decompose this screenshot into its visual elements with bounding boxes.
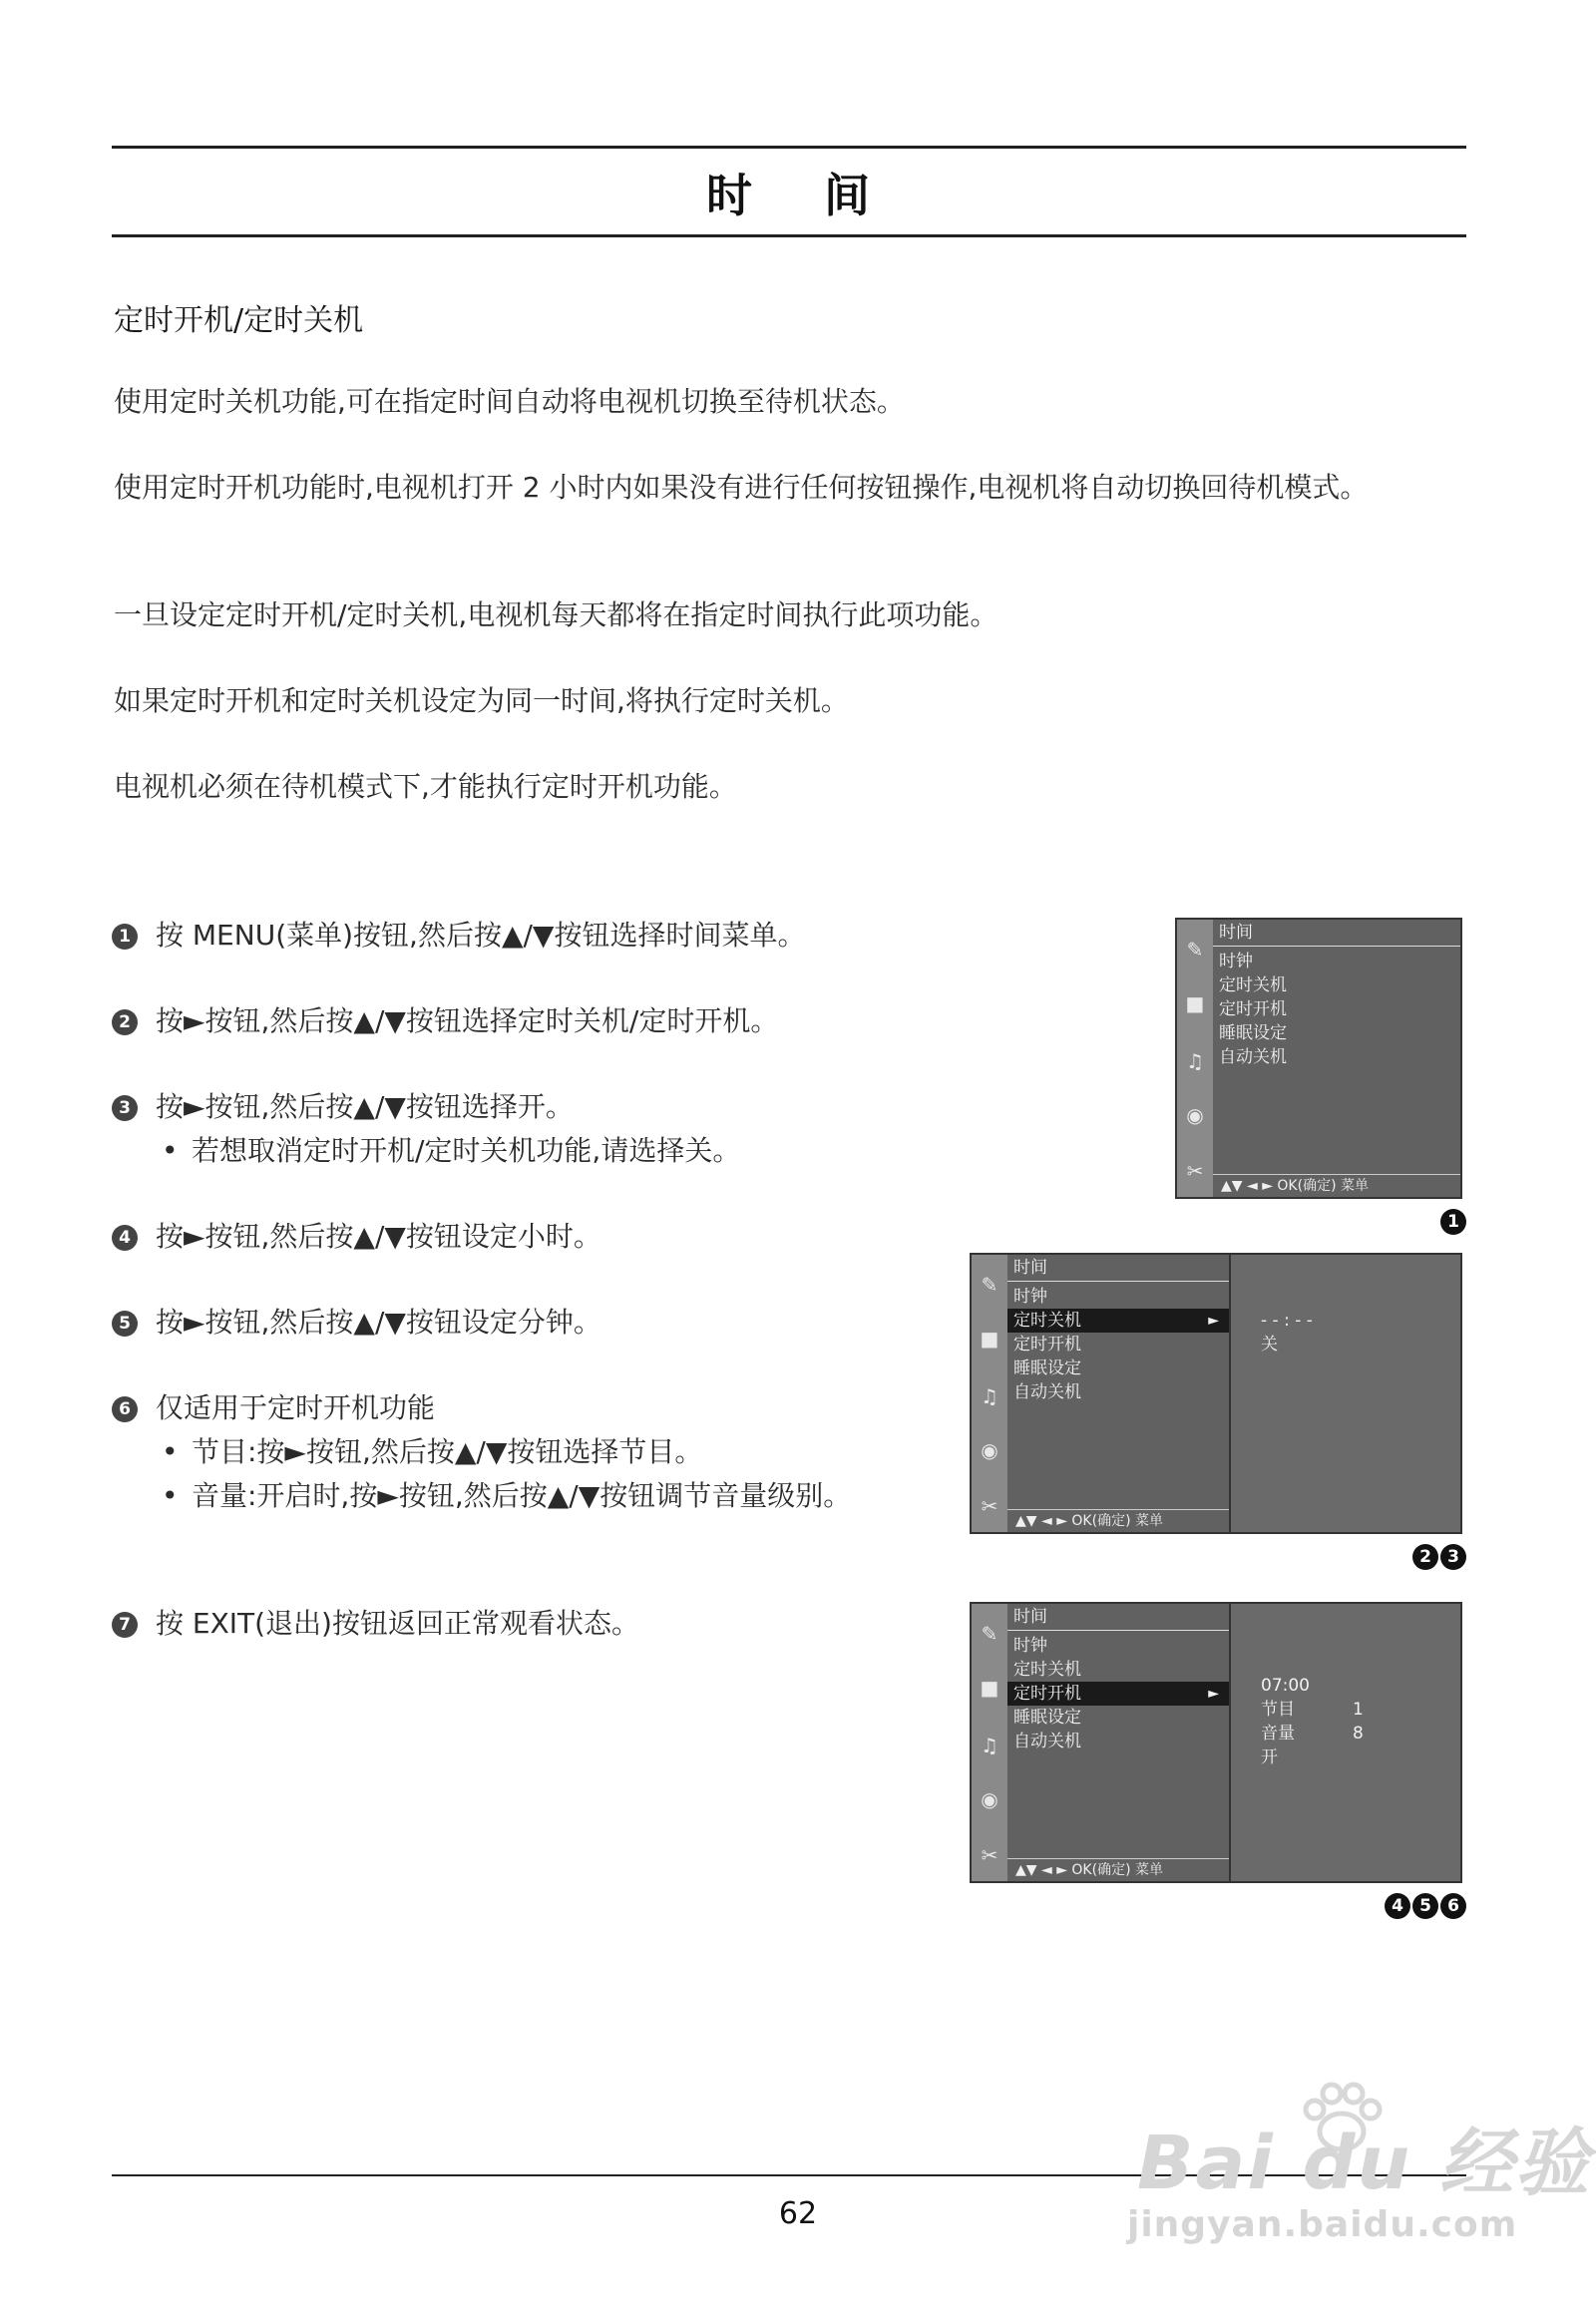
paragraph: 使用定时开机功能时,电视机打开 2 小时内如果没有进行任何按钮操作,电视机将自动切换回待机模式。 (114, 471, 1369, 504)
arrow-right-icon: ► (1208, 1313, 1219, 1329)
osd-menu (1007, 1604, 1231, 1881)
osd-menu-title: 时间 (1213, 920, 1460, 947)
step-text: 按►按钮,然后按▲/▼按钮选择开。 (156, 1090, 574, 1123)
picture-icon: ■ (1185, 991, 1205, 1015)
osd-menu-item: 时钟 (1219, 952, 1253, 971)
step-text: 按 EXIT(退出)按钮返回正常观看状态。 (156, 1607, 639, 1640)
step-number: 6 (112, 1396, 138, 1422)
step-number: 2 (112, 1009, 138, 1035)
osd-menu-item-selected: 定时关机 ► (1007, 1309, 1229, 1333)
step-number: 5 (112, 1311, 138, 1337)
osd-icon-column (972, 1255, 1009, 1532)
paragraph: 电视机必须在待机模式下,才能执行定时开机功能。 (114, 770, 737, 803)
section-heading: 定时开机/定时关机 (114, 303, 364, 338)
osd-menu-item: 睡眠设定 (1219, 1023, 1287, 1043)
arrow-right-icon: ► (1208, 1686, 1219, 1702)
osd-menu-item: 时钟 (1013, 1636, 1047, 1656)
caption-screen-1 (1438, 1209, 1466, 1235)
osd-time-value: - - : - - (1261, 1311, 1313, 1331)
step-text: 按 MENU(菜单)按钮,然后按▲/▼按钮选择时间菜单。 (156, 919, 806, 952)
picture-icon: ■ (980, 1327, 999, 1351)
osd-menu-item: 定时开机 (1013, 1335, 1081, 1355)
step-4 (112, 1215, 930, 1259)
clock-icon: ◉ (981, 1438, 998, 1462)
step-5 (112, 1301, 930, 1345)
step-text: 按►按钮,然后按▲/▼按钮选择定时关机/定时开机。 (156, 1004, 779, 1037)
satellite-icon: ✎ (981, 1273, 998, 1297)
audio-icon: ♫ (1186, 1049, 1204, 1073)
clock-icon: ◉ (981, 1787, 998, 1811)
osd-state-value: 开 (1261, 1747, 1278, 1767)
osd-volume-value: 音量 8 (1261, 1724, 1364, 1743)
osd-menu (1007, 1255, 1231, 1532)
caption-screen-2 (1410, 1544, 1466, 1570)
osd-menu-item: 自动关机 (1219, 1047, 1287, 1067)
osd-icon-column (1177, 920, 1215, 1197)
step-2 (112, 999, 930, 1043)
osd-state-value: 关 (1261, 1335, 1278, 1355)
step-bullet: • 音量:开启时,按►按钮,然后按▲/▼按钮调节音量级别。 (112, 1474, 930, 1518)
osd-menu-item: 自动关机 (1013, 1382, 1081, 1402)
osd-menu-item: 定时关机 (1219, 975, 1287, 995)
caption-number: 6 (1440, 1893, 1466, 1919)
tools-icon: ✂ (1186, 1159, 1204, 1183)
caption-number: 3 (1440, 1544, 1466, 1570)
tools-icon: ✂ (981, 1843, 998, 1867)
bullet-dot: • (162, 1134, 179, 1167)
caption-number: 1 (1440, 1209, 1466, 1235)
bullet-dot: • (162, 1479, 179, 1512)
audio-icon: ♫ (981, 1734, 998, 1757)
page-title: 时 间 (706, 169, 872, 222)
osd-menu-item: 睡眠设定 (1013, 1358, 1081, 1378)
step-number: 1 (112, 924, 138, 950)
page-number: 62 (778, 2196, 818, 2231)
satellite-icon: ✎ (981, 1622, 998, 1646)
osd-screen-timer-off (970, 1253, 1462, 1534)
satellite-icon: ✎ (1186, 938, 1204, 962)
tools-icon: ✂ (981, 1494, 998, 1518)
osd-icon-column (972, 1604, 1009, 1881)
audio-icon: ♫ (981, 1384, 998, 1408)
caption-number: 2 (1412, 1544, 1438, 1570)
watermark-logo: Bai du 经验 (1137, 2121, 1591, 2206)
osd-submenu (1231, 1604, 1460, 1881)
step-text: 按►按钮,然后按▲/▼按钮设定分钟。 (156, 1306, 601, 1339)
paragraph: 使用定时关机功能,可在指定时间自动将电视机切换至待机状态。 (114, 385, 905, 418)
paragraph: 一旦设定定时开机/定时关机,电视机每天都将在指定时间执行此项功能。 (114, 598, 998, 631)
step-text: 按►按钮,然后按▲/▼按钮设定小时。 (156, 1220, 601, 1253)
bullet-dot: • (162, 1435, 179, 1468)
osd-menu-title: 时间 (1007, 1604, 1229, 1631)
osd-menu-title: 时间 (1007, 1255, 1229, 1282)
watermark-url: jingyan.baidu.com (1127, 2204, 1518, 2245)
step-3 (112, 1085, 930, 1173)
caption-number: 5 (1412, 1893, 1438, 1919)
step-text: 仅适用于定时开机功能 (156, 1391, 436, 1424)
step-6 (112, 1386, 930, 1518)
step-number: 3 (112, 1095, 138, 1121)
picture-icon: ■ (980, 1676, 999, 1700)
osd-program-value: 节目 1 (1261, 1700, 1364, 1720)
top-rule (112, 146, 1466, 149)
step-number: 4 (112, 1225, 138, 1251)
osd-screen-time-menu (1175, 918, 1462, 1199)
osd-menu-item: 睡眠设定 (1013, 1708, 1081, 1728)
step-bullet: • 节目:按►按钮,然后按▲/▼按钮选择节目。 (112, 1430, 930, 1474)
osd-menu-item: 定时关机 (1013, 1660, 1081, 1680)
osd-footer: ▲▼ ◄ ► OK(确定) 菜单 (1007, 1858, 1229, 1881)
title-underline (112, 234, 1466, 237)
osd-menu-item: 时钟 (1013, 1287, 1047, 1307)
osd-footer: ▲▼ ◄ ► OK(确定) 菜单 (1007, 1509, 1229, 1532)
osd-menu-item: 自动关机 (1013, 1732, 1081, 1751)
paragraph: 如果定时开机和定时关机设定为同一时间,将执行定时关机。 (114, 684, 849, 717)
step-bullet: • 若想取消定时开机/定时关机功能,请选择关。 (112, 1129, 930, 1173)
osd-menu (1213, 920, 1460, 1197)
osd-footer: ▲▼ ◄ ► OK(确定) 菜单 (1213, 1174, 1460, 1197)
osd-screen-timer-on (970, 1602, 1462, 1883)
caption-number: 4 (1385, 1893, 1410, 1919)
caption-screen-3 (1383, 1893, 1466, 1919)
osd-menu-item: 定时开机 (1219, 999, 1287, 1019)
step-1 (112, 914, 930, 958)
step-number: 7 (112, 1612, 138, 1638)
step-7 (112, 1602, 930, 1646)
osd-menu-item-selected: 定时开机 ► (1007, 1682, 1229, 1706)
osd-time-value: 07:00 (1261, 1676, 1310, 1696)
clock-icon: ◉ (1186, 1103, 1204, 1127)
osd-submenu (1231, 1255, 1460, 1532)
